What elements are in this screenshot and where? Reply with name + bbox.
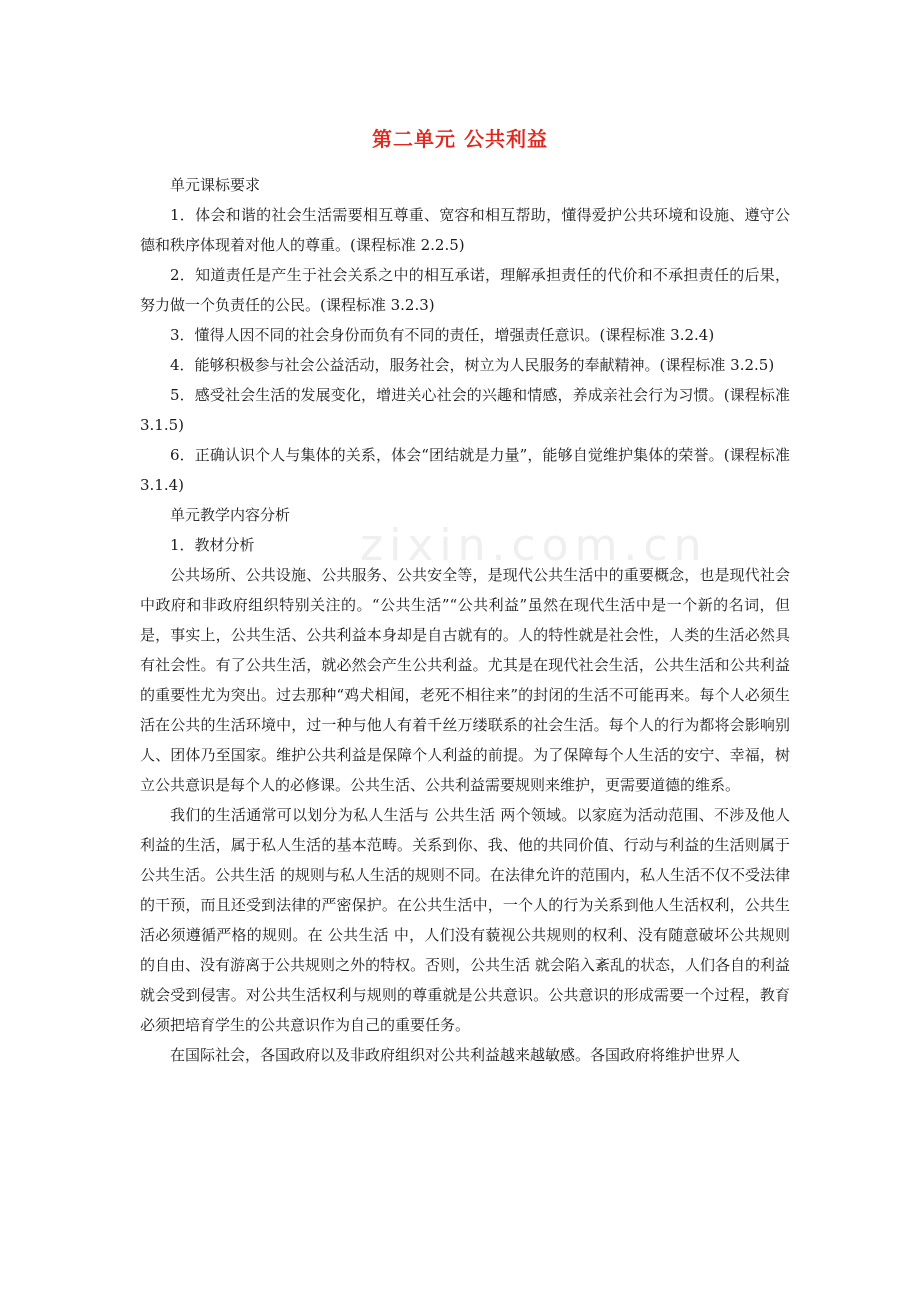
requirement-item-2: 2．知道责任是产生于社会关系之中的相互承诺，理解承担责任的代价和不承担责任的后果，努力做一个负责任的公民。(课程标准 3.2.3) bbox=[140, 266, 790, 314]
watermark: zixin.com.cn bbox=[360, 520, 708, 571]
requirement-item-4: 4．能够积极参与社会公益活动，服务社会，树立为人民服务的奉献精神。(课程标准 3.2.5) bbox=[170, 356, 775, 374]
requirement-item-6: 6．正确认识个人与集体的关系，体会“团结就是力量”，能够自觉维护集体的荣誉。(课程标准 3.1.4) bbox=[140, 446, 790, 494]
document-body bbox=[140, 170, 790, 1070]
requirement-item-5: 5．感受社会生活的发展变化，增进关心社会的兴趣和情感，养成亲社会行为习惯。(课程标准 3.1.5) bbox=[140, 386, 790, 434]
document-title: 第二单元 公共利益 bbox=[372, 127, 548, 151]
requirement-item-3: 3．懂得人因不同的社会身份而负有不同的责任，增强责任意识。(课程标准 3.2.4) bbox=[170, 326, 715, 344]
body-paragraph-3: 在国际社会，各国政府以及非政府组织对公共利益越来越敏感。各国政府将维护世界人 bbox=[170, 1046, 741, 1064]
subsection-heading-textbook: 1．教材分析 bbox=[170, 536, 255, 554]
body-paragraph-1: 公共场所、公共设施、公共服务、公共安全等，是现代公共生活中的重要概念，也是现代社会中政府和非政府组织特别关注的。“公共生活”“公共利益”虽然在现代生活中是一个新的名词，但是，事实上，公共生活、公共利益本身却是自古就有的。人的特性就是社会性，人类的生活必然具有社会性。有了公共生活，就必然会产生公共利益。尤其是在现代社会生活，公共生活和公共利益的重要性尤为突出。过去那种“鸡犬相闻，老死不相往来”的封闭的生活不可能再来。每个人必须生活在公共的生活环境中，过一种与他人有着千丝万缕联系的社会生活。每个人的行为都将会影响别人、团体乃至国家。维护公共利益是保障个人利益的前提。为了保障每个人生活的安宁、幸福，树立公共意识是每个人的必修课。公共生活、公共利益需要规则来维护，更需要道德的维系。 bbox=[140, 566, 790, 794]
section-heading-requirements: 单元课标要求 bbox=[170, 176, 261, 194]
requirement-item-1: 1．体会和谐的社会生活需要相互尊重、宽容和相互帮助，懂得爱护公共环境和设施、遵守公德和秩序体现着对他人的尊重。(课程标准 2.2.5) bbox=[140, 206, 790, 254]
section-heading-analysis: 单元教学内容分析 bbox=[170, 506, 291, 524]
body-paragraph-2: 我们的生活通常可以划分为私人生活与 公共生活 两个领域。以家庭为活动范围、不涉及他人利益的生活，属于私人生活的基本范畴。关系到你、我、他的共同价值、行动与利益的生活则属于公共生活。公共生活 的规则与私人生活的规则不同。在法律允许的范围内，私人生活不仅不受法律的干预，而且还受到法律的严密保护。在公共生活中，一个人的行为关系到他人生活权利，公共生活必须遵循严格的规则。在 公共生活 中，人们没有藐视公共规则的权利、没有随意破坏公共规则的自由、没有游离于公共规则之外的特权。否则，公共生活 就会陷入紊乱的状态，人们各自的利益就会受到侵害。对公共生活权利与规则的尊重就是公共意识。公共意识的形成需要一个过程，教育必须把培育学生的公共意识作为自己的重要任务。 bbox=[140, 806, 790, 1034]
